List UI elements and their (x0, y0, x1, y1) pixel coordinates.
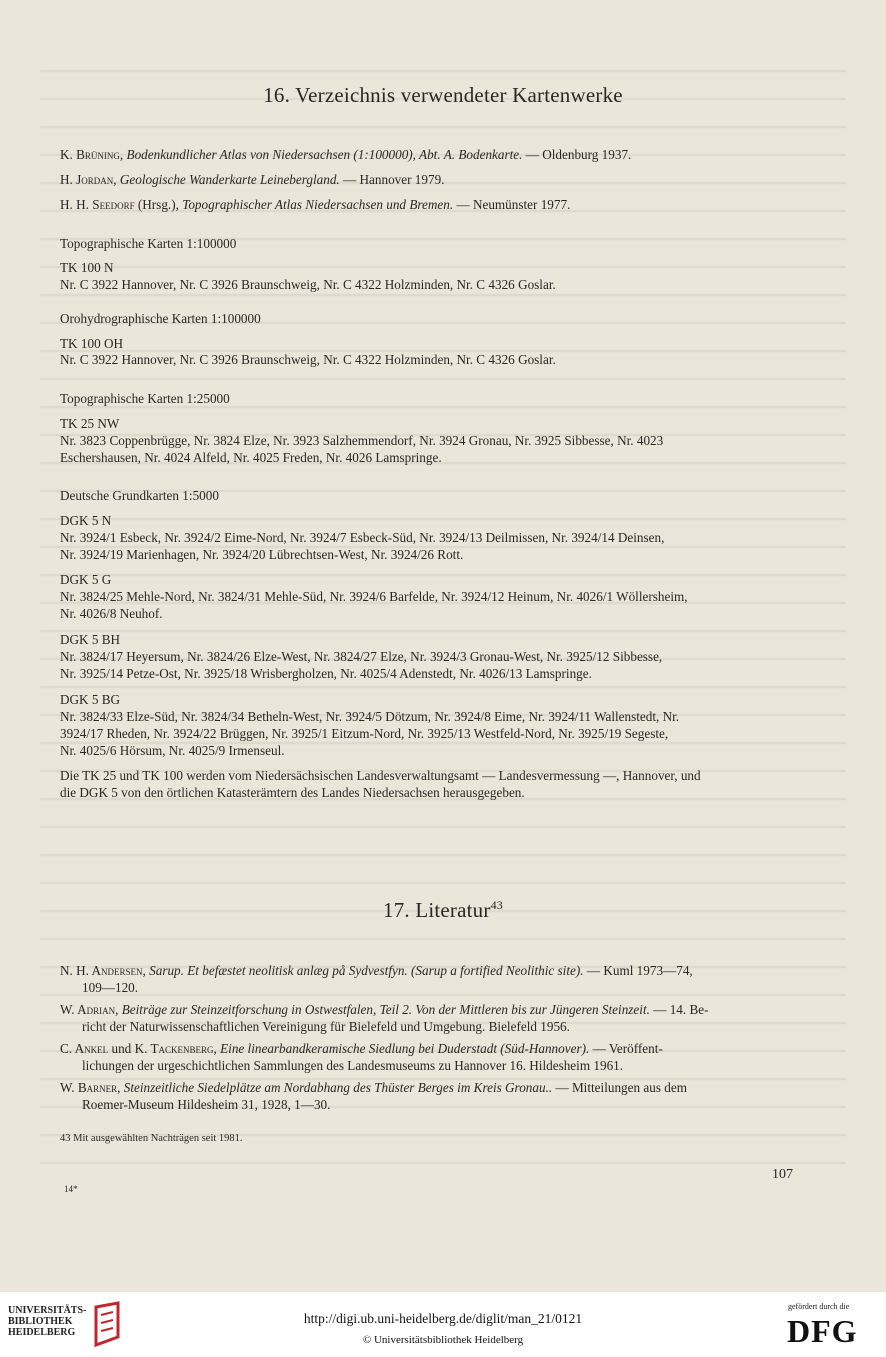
lit-adrian-line-2: richt der Naturwissenschaftlichen Vereinigung für Bielefeld und Umgebung. Bielefeld 1956. (82, 1019, 570, 1034)
map-ref-seedorf: H. H. Seedorf (Hrsg.), Topographischer Atlas Niedersachsen und Bremen. — Neumünster 1977. (60, 197, 571, 212)
lit-ankel-line-1: C. Ankel und K. Tackenberg, Eine linearbandkeramische Siedlung bei Duderstadt (Süd-Hannover). — Veröffent- (60, 1041, 663, 1056)
tk25-line-1: Nr. 3823 Coppenbrügge, Nr. 3824 Elze, Nr. 3923 Salzhemmendorf, Nr. 3924 Gronau, Nr. 3925 Sibbesse, Nr. 4023 (60, 433, 664, 448)
footnote-marker: 43 (490, 898, 503, 912)
tk100n-sheets: Nr. C 3922 Hannover, Nr. C 3926 Braunschweig, Nr. C 4322 Holzminden, Nr. C 4326 Goslar. (60, 277, 556, 292)
lit-barner-line-1: W. Barner, Steinzeitliche Siedelplätze am Nordabhang des Thüster Berges im Kreis Gronau.. — Mitteilungen aus dem (60, 1080, 687, 1095)
institution-line-1: UNIVERSITÄTS- (8, 1305, 87, 1316)
dgk-bg-line-2: 3924/17 Rheden, Nr. 3924/22 Brüggen, Nr. 3925/1 Eitzum-Nord, Nr. 3925/13 Westfeld-Nord, Nr. 3925/19 Segeste, (60, 726, 669, 741)
lit-andersen-line-2: 109—120. (82, 980, 139, 995)
section-16-title: 16. Verzeichnis verwendeter Kartenwerke (263, 83, 623, 107)
dgk-n-line-1: Nr. 3924/1 Esbeck, Nr. 3924/2 Eime-Nord, Nr. 3924/7 Esbeck-Süd, Nr. 3924/13 Deilmissen, Nr. 3924/14 Deinsen, (60, 530, 665, 545)
dgk-n-label: DGK 5 N (60, 513, 112, 528)
institution-line-2: BIBLIOTHEK (8, 1316, 73, 1327)
oro-heading: Orohydrographische Karten 1:100000 (60, 311, 261, 326)
institution-line-3: HEIDELBERG (8, 1327, 76, 1338)
dgk-g-line-1: Nr. 3824/25 Mehle-Nord, Nr. 3824/31 Mehle-Süd, Nr. 3924/6 Barfelde, Nr. 3924/12 Heinum, Nr. 4026/1 Wöllersheim, (60, 589, 688, 604)
topo100-heading: Topographische Karten 1:100000 (60, 236, 237, 251)
funded-by-label: gefördert durch die (788, 1302, 850, 1311)
tk100n-label: TK 100 N (60, 260, 114, 275)
lit-ankel-line-2: lichungen der urgeschichtlichen Sammlungen des Landesmuseums zu Hannover 16. Hildesheim 1961. (82, 1058, 624, 1073)
lit-barner-line-2: Roemer-Museum Hildesheim 31, 1928, 1—30. (82, 1097, 331, 1112)
publisher-note-line-2: die DGK 5 von den örtlichen Katasterämtern des Landes Niedersachsen herausgegeben. (60, 785, 525, 800)
dgk-n-line-2: Nr. 3924/19 Marienhagen, Nr. 3924/20 Lübrechtsen-West, Nr. 3924/26 Rott. (60, 547, 464, 562)
tk100oh-label: TK 100 OH (60, 336, 124, 351)
lit-andersen-line-1: N. H. Andersen, Sarup. Et befæstet neolitisk anlæg på Sydvestfyn. (Sarup a fortified Neolithic site). — Kuml 1973—74, (60, 963, 693, 978)
map-ref-jordan: H. Jordan, Geologische Wanderkarte Leinebergland. — Hannover 1979. (60, 172, 445, 187)
permalink-url[interactable]: http://digi.ub.uni-heidelberg.de/diglit/man_21/0121 (303, 1311, 583, 1326)
tk25-label: TK 25 NW (60, 416, 120, 431)
dgk-bg-label: DGK 5 BG (60, 692, 121, 707)
dgk-g-label: DGK 5 G (60, 572, 112, 587)
dgk-bh-line-1: Nr. 3824/17 Heyersum, Nr. 3824/26 Elze-West, Nr. 3824/27 Elze, Nr. 3924/3 Gronau-West, Nr. 3925/12 Sibbesse, (60, 649, 663, 664)
tk100oh-sheets: Nr. C 3922 Hannover, Nr. C 3926 Braunschweig, Nr. C 4322 Holzminden, Nr. C 4326 Goslar. (60, 352, 556, 367)
dgk-g-line-2: Nr. 4026/8 Neuhof. (60, 606, 163, 621)
dfg-logo[interactable]: DFG (787, 1313, 858, 1349)
dgk-bg-line-3: Nr. 4025/6 Hörsum, Nr. 4025/9 Irmenseul. (60, 743, 285, 758)
dgk-heading: Deutsche Grundkarten 1:5000 (60, 488, 219, 503)
section-17-title: 17. Literatur$^{43}$ (383, 898, 503, 922)
topo25-heading: Topographische Karten 1:25000 (60, 391, 230, 406)
footnote-43: 43 Mit ausgewählten Nachträgen seit 1981. (60, 1133, 243, 1144)
dgk-bh-line-2: Nr. 3925/14 Petze-Ost, Nr. 3925/18 Wrisbergholzen, Nr. 4025/4 Adenstedt, Nr. 4026/13 Lamspringe. (60, 666, 592, 681)
copyright-notice: © Universitätsbibliothek Heidelberg (362, 1334, 524, 1346)
lit-adrian-line-1: W. Adrian, Beiträge zur Steinzeitforschung in Ostwestfalen, Teil 2. Von der Mittleren bis zur Jüngeren Steinzeit. — 14. Be- (60, 1002, 709, 1017)
dgk-bh-label: DGK 5 BH (60, 632, 121, 647)
publisher-note-line-1: Die TK 25 und TK 100 werden vom Niedersächsischen Landesverwaltungsamt — Landesvermessung —, Hannover, und (60, 768, 701, 783)
page-number: 107 (772, 1167, 793, 1182)
printer-signature: 14* (64, 1184, 78, 1194)
map-ref-bruening: K. Brüning, Bodenkundlicher Atlas von Niedersachsen (1:100000), Abt. A. Bodenkarte. — Oldenburg 1937. (60, 147, 632, 162)
dgk-bg-line-1: Nr. 3824/33 Elze-Süd, Nr. 3824/34 Betheln-West, Nr. 3924/5 Dötzum, Nr. 3924/8 Eime, Nr. 3924/11 Wallenstedt, Nr. (60, 709, 680, 724)
tk25-line-2: Eschershausen, Nr. 4024 Alfeld, Nr. 4025 Freden, Nr. 4026 Lamspringe. (60, 450, 442, 465)
